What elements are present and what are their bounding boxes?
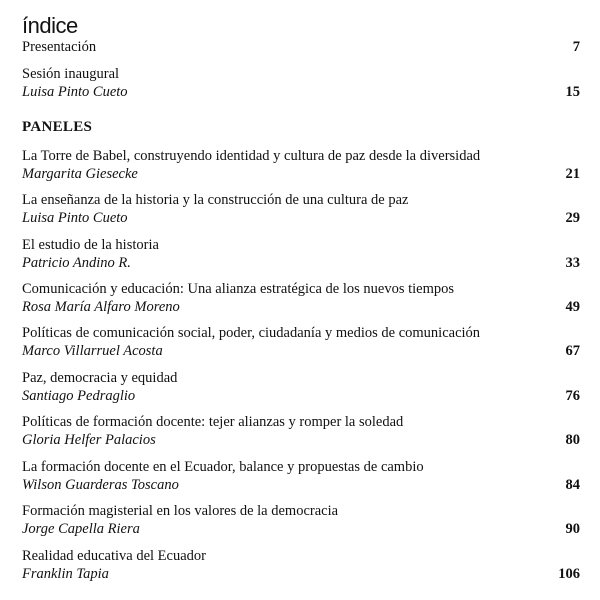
- toc-entry: [22, 369, 580, 405]
- entry-author: Marco Villarruel Acosta: [22, 343, 163, 359]
- toc-entry: [22, 413, 580, 449]
- entry-page: 76: [565, 388, 580, 404]
- entry-title: Sesión inaugural: [22, 66, 120, 82]
- entry-page: 84: [565, 477, 580, 493]
- toc-entry: [22, 236, 580, 272]
- entry-title: La enseñanza de la historia y la construcción de una cultura de paz: [22, 192, 409, 208]
- toc-entry-presentacion: [22, 38, 580, 56]
- entry-page: 106: [558, 566, 580, 582]
- entry-page: 21: [565, 166, 580, 182]
- entry-page: 33: [565, 255, 580, 271]
- toc-entry: [22, 502, 580, 538]
- entry-page: 7: [572, 39, 580, 55]
- toc-entry: [22, 458, 580, 494]
- entry-title: Realidad educativa del Ecuador: [22, 548, 206, 564]
- entry-title: La formación docente en el Ecuador, balance y propuestas de cambio: [22, 459, 424, 475]
- entry-author: Patricio Andino R.: [22, 255, 131, 271]
- entry-page: 29: [565, 210, 580, 226]
- entry-page: 80: [565, 432, 580, 448]
- entry-page: 67: [565, 343, 580, 359]
- entry-title: Políticas de formación docente: tejer alianzas y romper la soledad: [22, 414, 404, 430]
- toc-entry: [22, 547, 580, 583]
- entry-title: Formación magisterial en los valores de la democracia: [22, 503, 339, 519]
- entry-title: La Torre de Babel, construyendo identidad y cultura de paz desde la diversidad: [22, 148, 481, 164]
- toc-entry-sesion-inaugural: [22, 65, 580, 101]
- toc-entry: [22, 324, 580, 360]
- entry-author: Gloria Helfer Palacios: [22, 432, 156, 448]
- entry-page: 15: [565, 84, 580, 100]
- section-heading-paneles: PANELES: [22, 119, 93, 135]
- entry-author: Rosa María Alfaro Moreno: [22, 299, 180, 315]
- entry-title: Presentación: [22, 39, 97, 55]
- entry-author: Luisa Pinto Cueto: [22, 84, 128, 100]
- entry-author: Santiago Pedraglio: [22, 388, 136, 404]
- toc-entry: [22, 280, 580, 316]
- entry-author: Jorge Capella Riera: [22, 521, 140, 537]
- entry-title: Paz, democracia y equidad: [22, 370, 178, 386]
- entry-author: Franklin Tapia: [22, 566, 109, 582]
- entry-page: 49: [565, 299, 580, 315]
- entry-title: Comunicación y educación: Una alianza estratégica de los nuevos tiempos: [22, 281, 455, 297]
- entry-page: 90: [565, 521, 580, 537]
- entry-title: Políticas de comunicación social, poder, ciudadanía y medios de comunicación: [22, 325, 481, 341]
- entry-author: Margarita Giesecke: [22, 166, 138, 182]
- entry-title: El estudio de la historia: [22, 237, 159, 253]
- toc-entry: [22, 147, 580, 183]
- entry-author: Luisa Pinto Cueto: [22, 210, 128, 226]
- toc-entry: [22, 191, 580, 227]
- toc-heading: índice: [22, 13, 78, 38]
- entry-author: Wilson Guarderas Toscano: [22, 477, 179, 493]
